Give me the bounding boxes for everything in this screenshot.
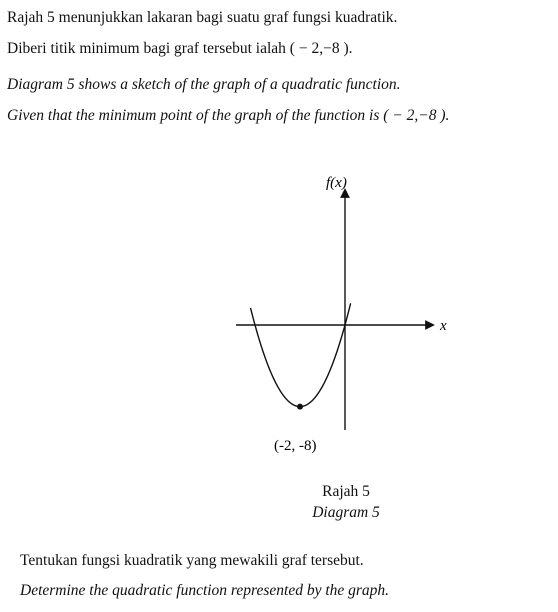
- task-line-malay: Tentukan fungsi kuadratik yang mewakili graf tersebut.: [20, 552, 364, 569]
- parabola-curve: [251, 303, 351, 406]
- minimum-point-label: (-2, -8): [274, 438, 317, 454]
- diagram-caption-malay: Rajah 5: [322, 483, 370, 500]
- question-line-malay-1: Rajah 5 menunjukkan lakaran bagi suatu graf fungsi kuadratik.: [7, 9, 398, 26]
- diagram-caption-english: Diagram 5: [312, 504, 380, 521]
- question-line-english-1: Diagram 5 shows a sketch of the graph of a quadratic function.: [7, 76, 401, 93]
- task-line-english: Determine the quadratic function represented by the graph.: [20, 582, 390, 599]
- y-axis-label: f(x): [326, 175, 347, 191]
- x-axis-label: x: [440, 318, 447, 334]
- question-line-english-2: Given that the minimum point of the graph of the function is ( − 2,−8 ).: [7, 107, 450, 124]
- minimum-point-marker: [297, 404, 303, 410]
- question-line-malay-2: Diberi titik minimum bagi graf tersebut ialah ( − 2,−8 ).: [7, 40, 353, 57]
